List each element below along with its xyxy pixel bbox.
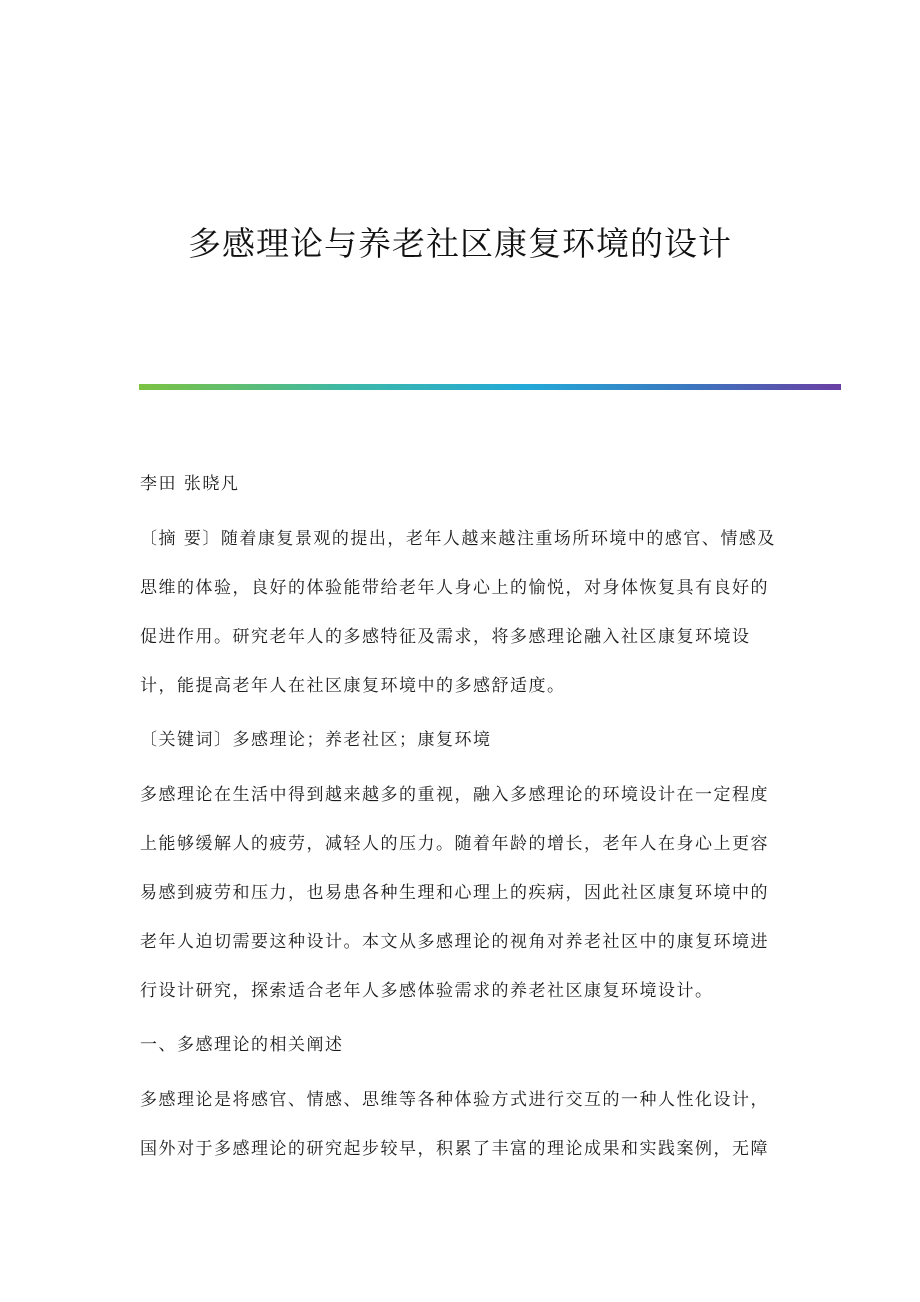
intro-line: 多感理论在生活中得到越来越多的重视，融入多感理论的环境设计在一定程度	[140, 785, 769, 805]
section-heading: 一、多感理论的相关阐述	[140, 1035, 344, 1055]
section1-line: 多感理论是将感官、情感、思维等各种体验方式进行交互的一种人性化设计，	[140, 1090, 769, 1110]
abstract-line: 〔摘 要〕随着康复景观的提出，老年人越来越注重场所环境中的感官、情感及	[140, 529, 776, 549]
abstract-line: 思维的体验，良好的体验能带给老年人身心上的愉悦，对身体恢复具有良好的	[140, 578, 769, 598]
abstract-line: 促进作用。研究老年人的多感特征及需求，将多感理论融入社区康复环境设	[140, 627, 751, 647]
title-divider-bar	[139, 384, 841, 390]
intro-line: 上能够缓解人的疲劳，减轻人的压力。随着年龄的增长，老年人在身心上更容	[140, 834, 769, 854]
authors: 李田 张晓凡	[140, 474, 240, 494]
document-title: 多感理论与养老社区康复环境的设计	[188, 224, 732, 263]
intro-line: 易感到疲劳和压力，也易患各种生理和心理上的疾病，因此社区康复环境中的	[140, 883, 769, 903]
abstract-line: 计，能提高老年人在社区康复环境中的多感舒适度。	[140, 676, 566, 696]
intro-line: 老年人迫切需要这种设计。本文从多感理论的视角对养老社区中的康复环境进	[140, 932, 769, 952]
keywords: 〔关键词〕多感理论；养老社区；康复环境	[140, 730, 492, 750]
section1-line: 国外对于多感理论的研究起步较早，积累了丰富的理论成果和实践案例，无障	[140, 1139, 769, 1159]
intro-line: 行设计研究，探索适合老年人多感体验需求的养老社区康复环境设计。	[140, 981, 714, 1001]
